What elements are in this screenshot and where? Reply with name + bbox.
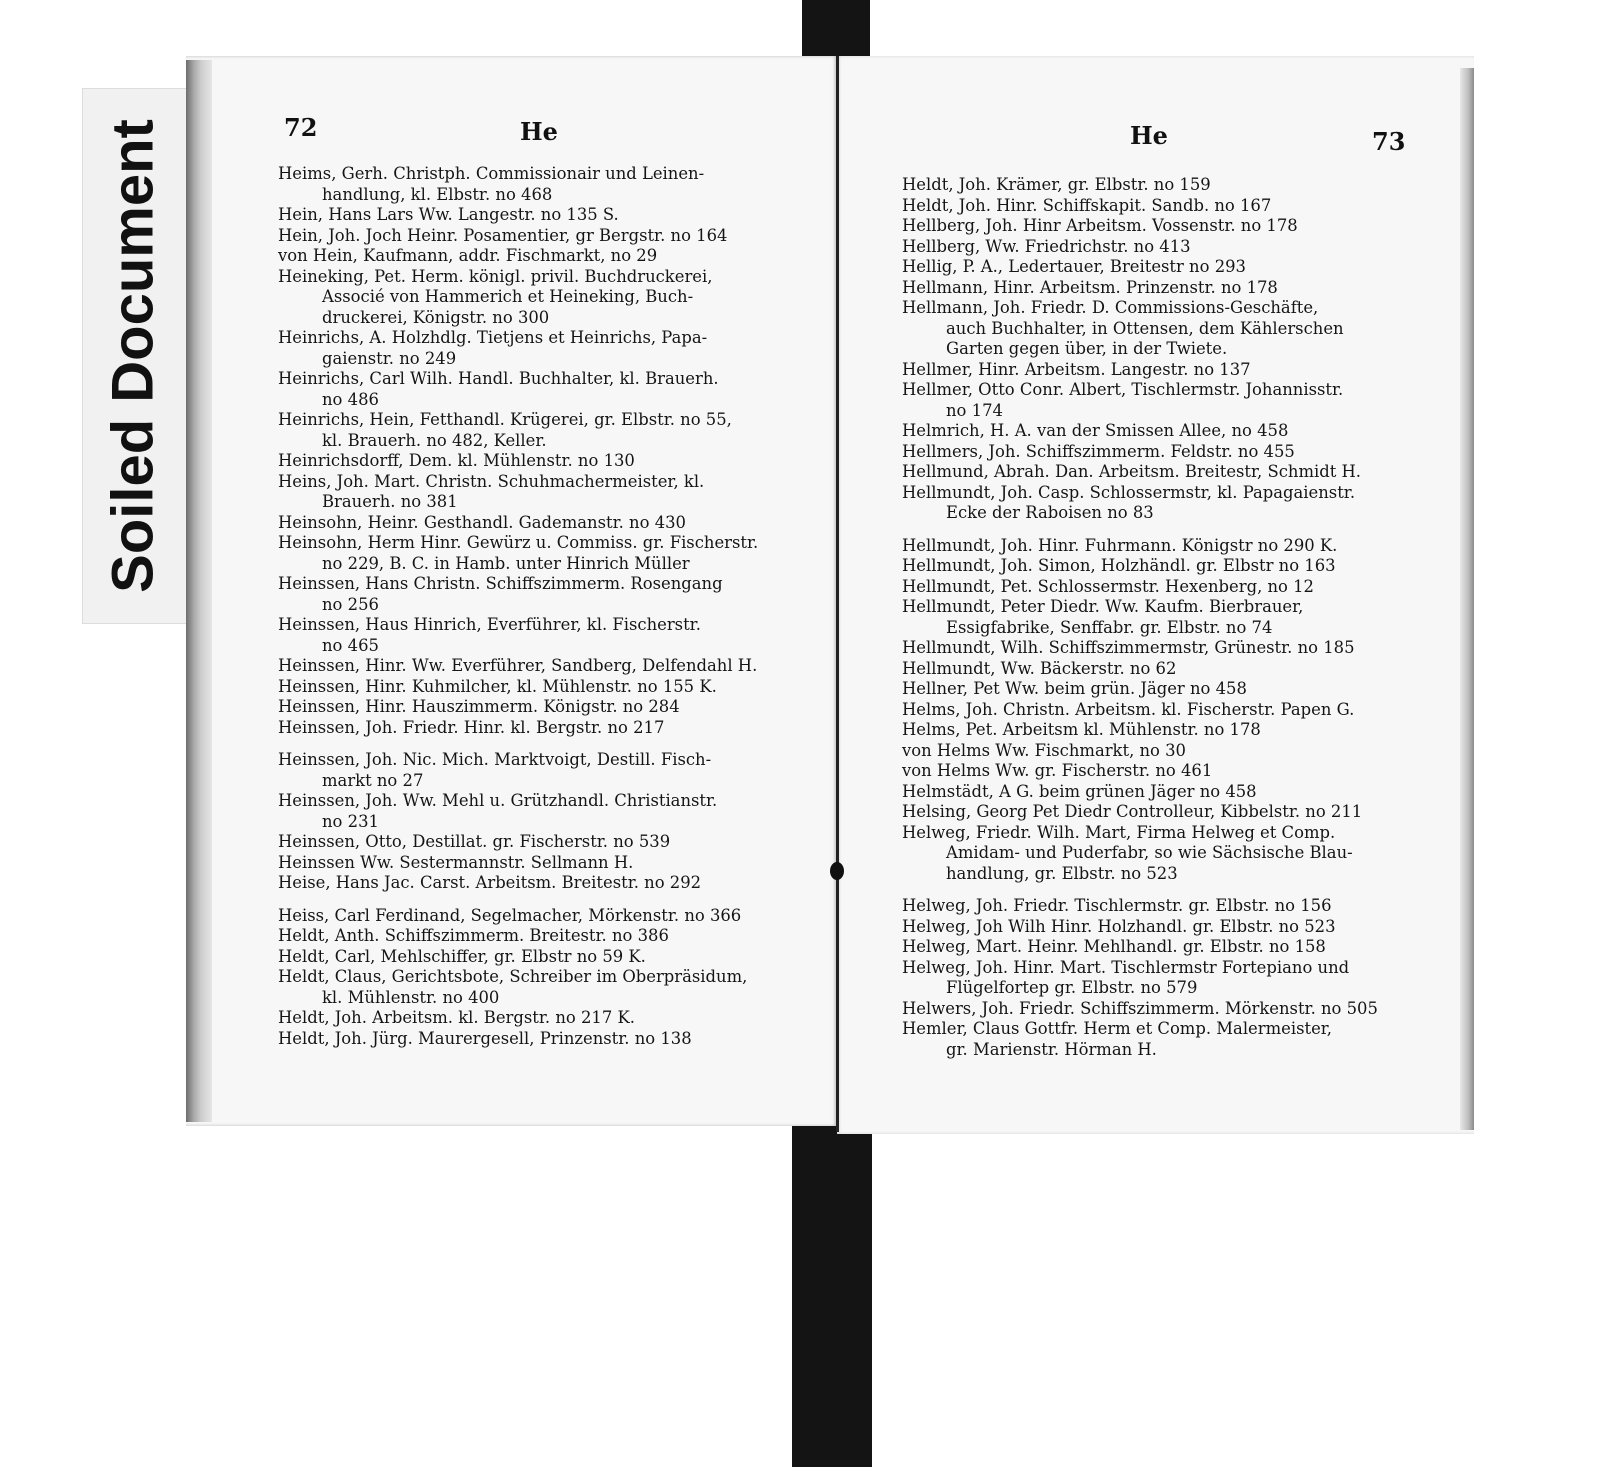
entry-line: Heinrichsdorff, Dem. kl. Mühlenstr. no 130 <box>278 451 635 470</box>
entry-line: Hellig, P. A., Ledertauer, Breitestr no 293 <box>902 257 1246 276</box>
entry-line: von Hein, Kaufmann, addr. Fischmarkt, no 29 <box>278 246 658 265</box>
entry-line: Heldt, Claus, Gerichtsbote, Schreiber im Oberpräsidum, <box>278 967 748 986</box>
entry-line: Heldt, Anth. Schiffszimmerm. Breitestr. no 386 <box>278 926 669 945</box>
entry-line: Hellberg, Ww. Friedrichstr. no 413 <box>902 236 1191 256</box>
entry-line: Helsing, Georg Pet Diedr Controlleur, Kibbelstr. no 211 <box>902 802 1363 821</box>
entry-line: Hein, Joh. Joch Heinr. Posamentier, gr Bergstr. no 164 <box>278 225 728 245</box>
entry-line: Hellmundt, Joh. Casp. Schlossermstr, kl. Papagaienstr. <box>902 482 1356 502</box>
entry-line: Brauerh. no 381 <box>322 492 458 511</box>
left-page-number: 72 <box>284 113 318 142</box>
entry-line: Heldt, Joh. Hinr. Schiffskapit. Sandb. no 167 <box>902 195 1272 215</box>
entry-line: Heinssen, Hinr. Kuhmilcher, kl. Mühlenstr. no 155 K. <box>278 676 717 696</box>
entry-line: Heims, Gerh. Christph. Commissionair und Leinen- <box>278 164 705 183</box>
entry-line: von Helms Ww. Fischmarkt, no 30 <box>902 740 1186 760</box>
entry-line: Hellmundt, Joh. Hinr. Fuhrmann. Königstr no 290 K. <box>902 535 1338 555</box>
entry-line: no 465 <box>322 635 379 655</box>
entry-line: no 231 <box>322 811 379 831</box>
entry-line: Heinsohn, Herm Hinr. Gewürz u. Commiss. gr. Fischerstr. <box>278 533 759 552</box>
book-gutter <box>836 56 839 1132</box>
entry-line: Heinssen Ww. Sestermannstr. Sellmann H. <box>278 852 634 872</box>
entry-line: Helms, Pet. Arbeitsm kl. Mühlenstr. no 178 <box>902 720 1261 739</box>
entry-line: Heinrichs, Hein, Fetthandl. Krügerei, gr. Elbstr. no 55, <box>278 410 732 429</box>
entry-line: no 256 <box>322 594 379 614</box>
entry-line: Hellmundt, Pet. Schlossermstr. Hexenberg, no 12 <box>902 576 1314 596</box>
right-page-edge <box>1460 68 1474 1130</box>
entry-line: Hellner, Pet Ww. beim grün. Jäger no 458 <box>902 679 1247 698</box>
entry-line: Hellmundt, Wilh. Schiffszimmermstr, Grünestr. no 185 <box>902 638 1355 657</box>
left-page-edge <box>186 60 212 1122</box>
entry-line: gr. Marienstr. Hörman H. <box>946 1039 1157 1059</box>
entry-line: Heldt, Joh. Jürg. Maurergesell, Prinzenstr. no 138 <box>278 1028 692 1048</box>
left-entry-list <box>278 164 758 1049</box>
entry-line: Heinssen, Haus Hinrich, Everführer, kl. Fischerstr. <box>278 615 701 634</box>
entry-line: Helweg, Joh. Hinr. Mart. Tischlermstr Fortepiano und <box>902 957 1350 977</box>
entry-line: Heinrichs, A. Holzhdlg. Tietjens et Heinrichs, Papa- <box>278 328 708 347</box>
entry-line: Heinssen, Otto, Destillat. gr. Fischerstr. no 539 <box>278 832 671 851</box>
entry-line: Flügelfortep gr. Elbstr. no 579 <box>946 978 1198 997</box>
entry-line: Amidam- und Puderfabr, so wie Sächsische Blau- <box>946 843 1353 862</box>
entry-line: Heise, Hans Jac. Carst. Arbeitsm. Breitestr. no 292 <box>278 873 702 892</box>
entry-line: Hellmer, Hinr. Arbeitsm. Langestr. no 137 <box>902 359 1251 379</box>
entry-line: Hellmundt, Peter Diedr. Ww. Kaufm. Bierbrauer, <box>902 597 1304 616</box>
entry-line: Helmrich, H. A. van der Smissen Allee, no 458 <box>902 421 1289 440</box>
entry-line: no 174 <box>946 400 1003 420</box>
entry-line: kl. Mühlenstr. no 400 <box>322 987 500 1007</box>
binding-strip-bottom <box>792 1120 872 1467</box>
entry-line: Heinssen, Joh. Nic. Mich. Marktvoigt, Destill. Fisch- <box>278 750 712 769</box>
entry-line: Heineking, Pet. Herm. königl. privil. Buchdruckerei, <box>278 266 713 286</box>
entry-line: handlung, kl. Elbstr. no 468 <box>322 184 553 204</box>
entry-line: Helweg, Joh. Friedr. Tischlermstr. gr. Elbstr. no 156 <box>902 896 1332 915</box>
soiled-document-text: Soiled Document <box>100 119 166 593</box>
entry-line: no 486 <box>322 389 379 409</box>
right-entry-list <box>902 175 1378 1060</box>
entry-line: Heinrichs, Carl Wilh. Handl. Buchhalter, kl. Brauerh. <box>278 369 719 388</box>
entry-line: druckerei, Königstr. no 300 <box>322 307 550 327</box>
entry-line: Hellmann, Joh. Friedr. D. Commissions-Geschäfte, <box>902 298 1319 317</box>
entry-line: Hellmund, Abrah. Dan. Arbeitsm. Breitestr, Schmidt H. <box>902 462 1362 481</box>
entry-line: Hellmers, Joh. Schiffszimmerm. Feldstr. no 455 <box>902 441 1295 461</box>
entry-line: Essigfabrike, Senffabr. gr. Elbstr. no 74 <box>946 617 1273 637</box>
entry-line: Heinsohn, Heinr. Gesthandl. Gademanstr. no 430 <box>278 512 686 532</box>
entry-line: Hellmer, Otto Conr. Albert, Tischlermstr. Johannisstr. <box>902 380 1344 399</box>
left-page-header: He <box>520 117 558 146</box>
entry-line: Ecke der Raboisen no 83 <box>946 503 1154 522</box>
entry-line: Hein, Hans Lars Ww. Langestr. no 135 S. <box>278 205 619 224</box>
entry-line: Helweg, Friedr. Wilh. Mart, Firma Helweg et Comp. <box>902 822 1336 842</box>
entry-line: Hellmann, Hinr. Arbeitsm. Prinzenstr. no 178 <box>902 277 1278 297</box>
entry-line: von Helms Ww. gr. Fischerstr. no 461 <box>902 761 1213 780</box>
right-page-header: He <box>1130 121 1168 150</box>
entry-line: Helweg, Joh Wilh Hinr. Holzhandl. gr. Elbstr. no 523 <box>902 916 1336 936</box>
entry-line: Heinssen, Hinr. Hauszimmerm. Königstr. no 284 <box>278 697 680 716</box>
entry-line: Heinssen, Hinr. Ww. Everführer, Sandberg, Delfendahl H. <box>278 656 758 675</box>
entry-line: gaienstr. no 249 <box>322 348 457 368</box>
entry-line: Heldt, Carl, Mehlschiffer, gr. Elbstr no 59 K. <box>278 946 646 966</box>
entry-line: Associé von Hammerich et Heineking, Buch- <box>322 287 694 306</box>
entry-line: Hellmundt, Ww. Bäckerstr. no 62 <box>902 658 1177 678</box>
entry-line: kl. Brauerh. no 482, Keller. <box>322 430 547 450</box>
entry-line: Helweg, Mart. Heinr. Mehlhandl. gr. Elbstr. no 158 <box>902 937 1326 956</box>
entry-line: Heiss, Carl Ferdinand, Segelmacher, Mörkenstr. no 366 <box>278 905 742 925</box>
entry-line: Garten gegen über, in der Twiete. <box>946 339 1228 358</box>
entry-line: markt no 27 <box>322 770 424 790</box>
entry-line: Hellberg, Joh. Hinr Arbeitsm. Vossenstr. no 178 <box>902 216 1298 235</box>
entry-line: Heldt, Joh. Krämer, gr. Elbstr. no 159 <box>902 175 1211 194</box>
entry-line: auch Buchhalter, in Ottensen, dem Kählerschen <box>946 318 1344 338</box>
entry-line: Heldt, Joh. Arbeitsm. kl. Bergstr. no 217 K. <box>278 1008 635 1027</box>
entry-line: no 229, B. C. in Hamb. unter Hinrich Müller <box>322 553 690 573</box>
right-page-number: 73 <box>1372 127 1406 156</box>
entry-line: Helms, Joh. Christn. Arbeitsm. kl. Fischerstr. Papen G. <box>902 699 1355 719</box>
entry-line: Helwers, Joh. Friedr. Schiffszimmerm. Mörkenstr. no 505 <box>902 998 1378 1018</box>
entry-line: handlung, gr. Elbstr. no 523 <box>946 863 1178 883</box>
entry-line: Heins, Joh. Mart. Christn. Schuhmachermeister, kl. <box>278 471 705 491</box>
entry-line: Hellmundt, Joh. Simon, Holzhändl. gr. Elbstr no 163 <box>902 556 1336 575</box>
entry-line: Heinssen, Joh. Friedr. Hinr. kl. Bergstr. no 217 <box>278 717 665 737</box>
entry-line: Hemler, Claus Gottfr. Herm et Comp. Malermeister, <box>902 1019 1333 1038</box>
entry-line: Heinssen, Hans Christn. Schiffszimmerm. Rosengang <box>278 574 723 593</box>
binding-strip-top <box>802 0 870 62</box>
entry-line: Heinssen, Joh. Ww. Mehl u. Grützhandl. Christianstr. <box>278 791 718 810</box>
gutter-ink-spot <box>830 862 844 880</box>
entry-line: Helmstädt, A G. beim grünen Jäger no 458 <box>902 781 1257 801</box>
